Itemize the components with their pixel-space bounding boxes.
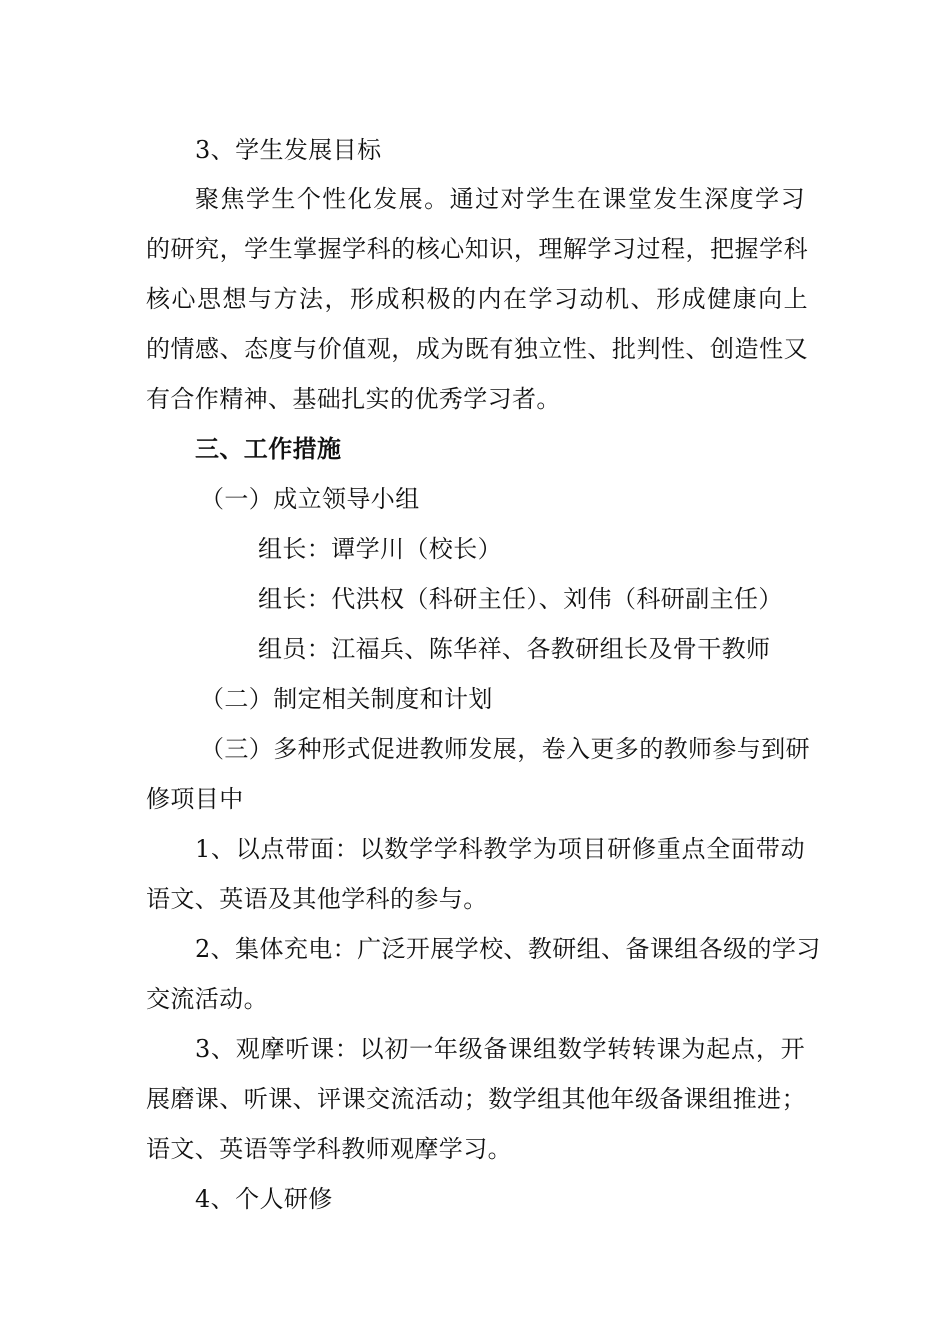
list-item-line: 语文、英语等学科教师观摩学习。	[146, 1135, 512, 1163]
subsection-heading-leadership: （一）成立领导小组	[200, 485, 420, 513]
list-item-line: 4、个人研修	[195, 1185, 333, 1213]
list-item-line: 2、集体充电：广泛开展学校、教研组、备课组各级的学习	[195, 935, 821, 963]
paragraph-line: 聚焦学生个性化发展。通过对学生在课堂发生深度学习	[195, 185, 805, 213]
leader-line: 组长：代洪权（科研主任）、刘伟（科研副主任）	[258, 585, 783, 613]
list-item-line: 展磨课、听课、评课交流活动；数学组其他年级备课组推进；	[146, 1085, 806, 1113]
section-heading-work-measures: 三、工作措施	[195, 434, 342, 463]
subsection-heading-system-plan: （二）制定相关制度和计划	[200, 685, 493, 713]
member-line: 组员：江福兵、陈华祥、各教研组长及骨干教师	[258, 635, 771, 663]
list-item-line: 语文、英语及其他学科的参与。	[146, 885, 488, 913]
list-item-line: 3、观摩听课：以初一年级备课组数学转转课为起点，开	[195, 1035, 805, 1063]
leader-line: 组长：谭学川（校长）	[258, 535, 502, 563]
paragraph-line: 修项目中	[146, 785, 244, 813]
paragraph-line: 有合作精神、基础扎实的优秀学习者。	[146, 385, 561, 413]
paragraph-line: 的情感、态度与价值观，成为既有独立性、批判性、创造性又	[146, 335, 808, 363]
list-item-line: 1、以点带面：以数学学科教学为项目研修重点全面带动	[195, 835, 805, 863]
subsection-heading-teacher-development: （三）多种形式促进教师发展，卷入更多的教师参与到研	[200, 735, 810, 763]
subheading-student-goals: 3、学生发展目标	[195, 136, 382, 164]
paragraph-line: 的研究，学生掌握学科的核心知识，理解学习过程，把握学科	[146, 235, 808, 263]
list-item-line: 交流活动。	[146, 985, 268, 1013]
paragraph-line: 核心思想与方法，形成积极的内在学习动机、形成健康向上	[146, 285, 808, 313]
